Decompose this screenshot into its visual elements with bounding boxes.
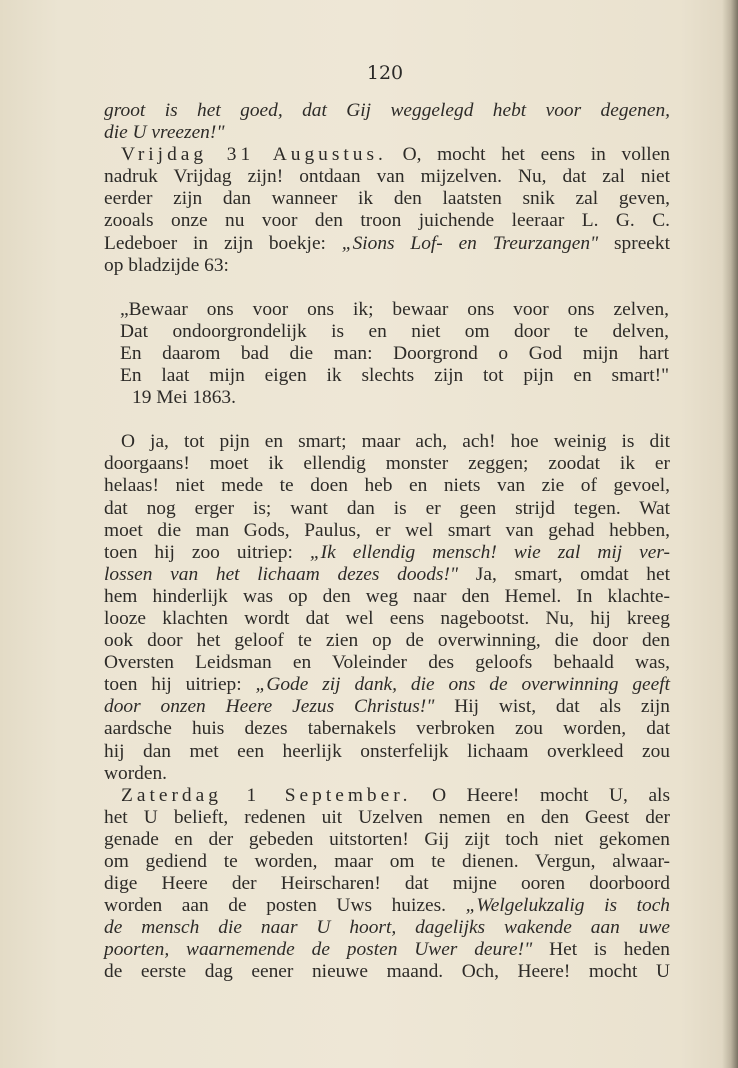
text-line: aardsche huis dezes tabernakels verbroken zou worden, dat bbox=[104, 718, 670, 740]
text-line bbox=[104, 696, 670, 718]
text-line: hij dan met een heerlijk onsterfelijk lichaam overkleed zou bbox=[104, 740, 670, 762]
paragraph-pain-and-smart bbox=[104, 431, 670, 785]
text-line: O ja, tot pijn en smart; maar ach, ach! hoe weinig is dit bbox=[121, 431, 670, 453]
text-line: Oversten Leidsman en Voleinder des geloofs behaald was, bbox=[104, 652, 670, 674]
text-line: worden. bbox=[104, 762, 168, 784]
book-title: „Sions Lof- en Treurzangen" bbox=[341, 232, 599, 254]
text-fragment: Ja, smart, omdat het bbox=[458, 563, 670, 585]
text-line: genade en der gebeden uitstorten! Gij zijt toch niet gekomen bbox=[104, 828, 670, 850]
text-line: de mensch die naar U hoort, dagelijks wakende aan uwe bbox=[104, 917, 670, 939]
text-line bbox=[104, 674, 670, 696]
text-fragment: worden aan de posten Uws huizes. bbox=[104, 895, 466, 917]
text-line: groot is het goed, dat Gij weggelegd hebt voor degenen, bbox=[104, 100, 670, 121]
text-line: zooals onze nu voor den troon juichende leeraar L. G. C. bbox=[104, 210, 670, 232]
text-line bbox=[104, 895, 670, 917]
text-line: nadruk Vrijdag zijn! ontdaan van mijzelven. Nu, dat zal niet bbox=[104, 166, 670, 188]
text-line: de eerste dag eener nieuwe maand. Och, Heere! mocht U bbox=[104, 961, 670, 983]
text-line bbox=[104, 542, 670, 564]
poem-line: En laat mijn eigen ik slechts zijn tot pijn en smart!" bbox=[120, 365, 669, 387]
text-line: op bladzijde 63: bbox=[104, 254, 229, 276]
text-line bbox=[104, 564, 670, 586]
text-fragment: Het is heden bbox=[532, 939, 671, 961]
text-line bbox=[104, 144, 670, 166]
page-edge-shadow bbox=[722, 0, 738, 1068]
bible-quote: „Gode zij dank, die ons de overwinning geeft bbox=[255, 674, 670, 696]
diary-date-heading: Zaterdag 1 September. bbox=[121, 784, 412, 806]
text-fragment: spreekt bbox=[598, 232, 670, 254]
poem-quote bbox=[120, 299, 669, 409]
text-line bbox=[104, 939, 670, 961]
text-line bbox=[104, 785, 670, 807]
bible-quote: lossen van het lichaam dezes doods!" bbox=[104, 563, 459, 585]
diary-date-heading: Vrijdag 31 Augustus. bbox=[121, 144, 387, 166]
poem-line: En daarom bad die man: Doorgrond o God mijn hart bbox=[120, 342, 669, 364]
text-line bbox=[104, 233, 670, 255]
text-line: eerder zijn dan wanneer ik den laatsten snik zal geven, bbox=[104, 188, 670, 210]
poem-line: Dat ondoorgrondelijk is en niet om door te delven, bbox=[120, 320, 669, 342]
bible-quote: „Welgelukzalig is toch bbox=[465, 895, 671, 917]
text-line: looze klachten wordt dat wel eens nagebootst. Nu, hij kreeg bbox=[104, 607, 670, 629]
text-line: om gediend te worden, maar om te dienen. Vergun, alwaar- bbox=[104, 851, 670, 872]
text-line: hem hinderlijk was op den weg naar den Hemel. In klachte- bbox=[104, 585, 670, 607]
text-fragment: Hij wist, dat als zijn bbox=[434, 696, 670, 718]
text-fragment: toen hij uitriep: bbox=[104, 674, 256, 696]
paragraph-friday bbox=[104, 144, 670, 277]
bible-quote: „Ik ellendig mensch! wie zal mij ver- bbox=[309, 541, 671, 563]
text-line: die U vreezen!" bbox=[104, 122, 225, 144]
paragraph-quote-ending bbox=[104, 100, 670, 144]
text-line: doorgaans! moet ik ellendig monster zeggen; zoodat ik er bbox=[104, 453, 670, 475]
text-line: dige Heere der Heirscharen! dat mijne ooren doorboord bbox=[104, 873, 670, 895]
text-fragment: Ledeboer in zijn boekje: bbox=[104, 232, 342, 254]
paragraph-saturday bbox=[104, 785, 670, 984]
text-line: moet die man Gods, Paulus, er wel smart van gehad hebben, bbox=[104, 519, 670, 541]
text-line: helaas! niet mede te doen heb en niets van zie of gevoel, bbox=[104, 475, 670, 497]
bible-quote: poorten, waarnemende de posten Uwer deure!" bbox=[104, 939, 533, 961]
page-body-text bbox=[104, 100, 670, 984]
text-line: het U belieft, redenen uit Uzelven nemen en den Geest der bbox=[104, 806, 670, 828]
text-line: dat nog erger is; want dan is er geen strijd tegen. Wat bbox=[104, 497, 670, 519]
bible-quote: door onzen Heere Jezus Christus!" bbox=[104, 696, 435, 718]
text-fragment: O Heere! mocht U, als bbox=[432, 784, 670, 806]
text-fragment: O, mocht het eens in vollen bbox=[402, 144, 670, 166]
poem-date: 19 Mei 1863. bbox=[132, 387, 236, 409]
poem-line: „Bewaar ons voor ons ik; bewaar ons voor ons zelven, bbox=[120, 298, 669, 320]
text-line: ook door het geloof te zien op de overwinning, die door den bbox=[104, 630, 670, 652]
page-number: 120 bbox=[366, 62, 404, 84]
text-fragment: toen hij zoo uitriep: bbox=[104, 541, 310, 563]
